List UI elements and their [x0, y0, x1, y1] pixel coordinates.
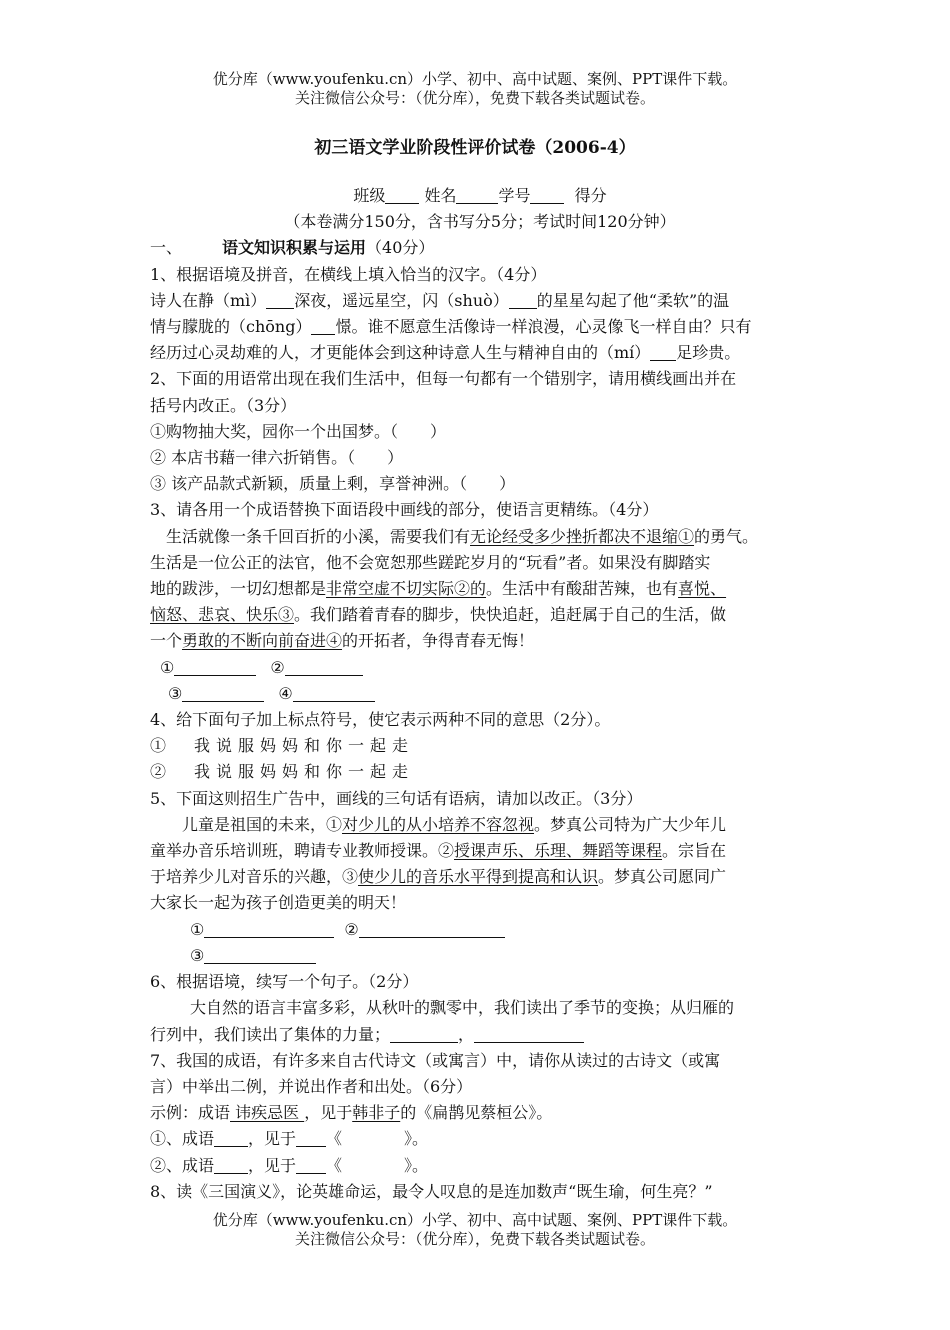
- q3-passage-5: [150, 628, 810, 654]
- q5-prompt: 5、下面这则招生广告中，画线的三句话有语病，请加以改正。（3分）: [150, 788, 643, 808]
- header-line-1: 优分库（www.youfenku.cn）小学、初中、高中试题、案例、PPT课件下载。: [212, 70, 738, 88]
- q7-text: 《: [326, 1155, 343, 1175]
- q5-text: 于培养少儿对音乐的兴趣，③: [150, 867, 359, 887]
- q5-underlined-1: 对少儿的从小培养不容忽视: [342, 814, 535, 834]
- q1-line-1: [150, 288, 810, 314]
- q6-text: ，: [458, 1024, 475, 1044]
- q7-text: ①、成语: [150, 1129, 215, 1149]
- exam-body: [150, 183, 810, 1205]
- q2-prompt-1: 2、下面的用语常出现在我们生活中，但每一句都有一个错别字，请用横线画出并在: [150, 369, 737, 389]
- q5-passage-1: [150, 812, 810, 838]
- q1-line-3: [150, 340, 810, 366]
- class-label: 班级: [353, 186, 386, 205]
- q2-item-3: ③ 该产品款式新颖，质量上剩，享誉神洲。（ ）: [150, 474, 516, 494]
- q5-text: 。宗旨在: [662, 841, 727, 861]
- q3-answer-blank-4[interactable]: [293, 684, 375, 702]
- q5-answer-blank-1[interactable]: [204, 920, 334, 938]
- header-line-2: 关注微信公众号：（优分库），免费下载各类试题试卷。: [294, 89, 655, 107]
- section-1-title: 语文知识积累与运用: [222, 238, 367, 258]
- q7-answer-2: [150, 1153, 810, 1179]
- q7-text: 的《扁鹊见蔡桓公》。: [400, 1103, 553, 1123]
- q3-underlined-3b: 恼怒、悲哀、快乐③: [150, 605, 295, 625]
- q3-text: 一个: [150, 631, 183, 651]
- q3-prompt: 3、请各用一个成语替换下面语段中画线的部分，使语言更精练。（4分）: [150, 500, 659, 520]
- q1-blank-2[interactable]: [509, 291, 537, 309]
- q1-line-2: [150, 314, 810, 340]
- q7-example-idiom: 讳疾忌医: [230, 1103, 305, 1123]
- q3-text: 。我们踏着青春的脚步，快快追赶，追赶属于自己的生活，做: [294, 605, 727, 625]
- q5-text: 。梦真公司特为广大少年儿: [534, 814, 727, 834]
- q3-answer-blank-3[interactable]: [182, 684, 264, 702]
- q7-text: 》。: [404, 1129, 429, 1149]
- q1-prompt: 1、根据语境及拼音，在横线上填入恰当的汉字。（4分）: [150, 264, 547, 284]
- q7-example-author: 韩非子: [352, 1103, 401, 1123]
- number-label: 学号: [498, 186, 531, 205]
- q5-underlined-3: 使少儿的音乐水平得到提高和认识: [358, 867, 599, 887]
- q5-text: 儿童是祖国的未来，①: [182, 814, 343, 834]
- q3-passage-3: [150, 576, 810, 602]
- exam-note: （本卷满分150分，含书写分5分；考试时间120分钟）: [284, 212, 676, 232]
- q3-underlined-2: 非常空虚不切实际②的: [326, 579, 487, 599]
- number-blank[interactable]: [530, 186, 564, 204]
- q1-text: 足珍贵。: [676, 343, 741, 363]
- section-1-points: （40分）: [366, 238, 435, 258]
- q5-passage-3: [150, 864, 810, 890]
- q3-answer-mark: ①: [160, 657, 175, 677]
- q4-sentence-2: ② 我说服妈妈和你一起走: [150, 762, 415, 782]
- q5-answer-blank-2[interactable]: [359, 920, 505, 938]
- name-label: 姓名: [424, 186, 457, 205]
- q7-text: ，见于: [248, 1155, 297, 1175]
- footer-line-1: 优分库（www.youfenku.cn）小学、初中、高中试题、案例、PPT课件下载。: [212, 1211, 738, 1229]
- q6-passage-2: [150, 1022, 810, 1048]
- q7-text: 》。: [404, 1155, 429, 1175]
- q3-answers-row-1: [150, 655, 810, 681]
- footer-line-2: 关注微信公众号：（优分库），免费下载各类试题试卷。: [294, 1230, 655, 1248]
- q3-answer-mark: ④: [278, 683, 293, 703]
- class-blank[interactable]: [385, 186, 419, 204]
- q7-example: [150, 1100, 810, 1126]
- q3-passage-1: [150, 524, 810, 550]
- q3-underlined-1: 无论经受多少挫折都决不退缩①: [470, 526, 695, 546]
- q5-answer-mark: ①: [190, 919, 205, 939]
- q5-text: 。梦真公司愿同广: [598, 867, 727, 887]
- q3-underlined-3a: 喜悦、: [678, 579, 727, 599]
- q2-item-1: ①购物抽大奖，园你一个出国梦。（ ）: [150, 421, 447, 441]
- q2-item-2: ② 本店书藉一律六折销售。（ ）: [150, 448, 404, 468]
- q7-prompt-2: 言）中举出二例，并说出作者和出处。（6分）: [150, 1076, 473, 1096]
- q8-prompt: 8、读《三国演义》，论英雄命运，最令人叹息的是连加数声“既生瑜，何生亮？”: [150, 1181, 713, 1201]
- exam-title: 初三语文学业阶段性评价试卷（2006-4）: [314, 138, 636, 158]
- q7-text: 示例：成语: [150, 1103, 231, 1123]
- q5-passage-4: 大家长一起为孩子创造更美的明天！: [150, 893, 407, 913]
- q7-text: ，见于: [248, 1129, 297, 1149]
- q5-text: 童举办音乐培训班，聘请专业教师授课。②: [150, 841, 455, 861]
- q6-prompt: 6、根据语境，续写一个句子。（2分）: [150, 972, 419, 992]
- page-footer: [0, 1211, 950, 1249]
- q3-text: 的开拓者，争得青春无悔！: [342, 631, 535, 651]
- q6-text: 行列中，我们读出了集体的力量；: [150, 1024, 391, 1044]
- q3-text: 生活就像一条千回百折的小溪，需要我们有: [166, 526, 471, 546]
- score-label: 得分: [574, 186, 607, 205]
- q3-passage-2: 生活是一位公正的法官，他不会宽恕那些蹉跎岁月的“玩看”者。如果没有脚踏实: [150, 552, 711, 572]
- q5-answer-blank-3[interactable]: [204, 946, 316, 964]
- q3-text: 地的跋涉，一切幻想都是: [150, 579, 327, 599]
- q7-idiom-blank-1[interactable]: [214, 1129, 248, 1147]
- q7-answer-1: [150, 1126, 810, 1152]
- q4-sentence-1: ① 我说服妈妈和你一起走: [150, 736, 415, 756]
- section-1-heading: [150, 235, 810, 261]
- q5-answer-mark: ②: [344, 919, 359, 939]
- q5-underlined-2: 授课声乐、乐理、舞蹈等课程: [454, 841, 663, 861]
- q6-passage-1: 大自然的语言丰富多彩，从秋叶的飘零中，我们读出了季节的变换；从归雁的: [190, 998, 735, 1018]
- q7-idiom-blank-2[interactable]: [214, 1156, 248, 1174]
- q1-text: 诗人在静（mì）: [150, 290, 267, 310]
- page-header: [0, 70, 950, 108]
- q1-text: 的星星勾起了他“柔软”的温: [536, 290, 730, 310]
- q2-prompt-2: 括号内改正。（3分）: [150, 395, 297, 415]
- q1-text: 经历过心灵劫难的人，才更能体会到这种诗意人生与精神自由的（mí）: [150, 343, 651, 363]
- q5-passage-2: [150, 838, 810, 864]
- q3-answers-row-2: [150, 681, 810, 707]
- q7-text: ，见于: [304, 1103, 353, 1123]
- q3-answer-blank-2[interactable]: [285, 658, 363, 676]
- q5-answers-row-1: [150, 917, 810, 943]
- q3-answer-mark: ③: [168, 683, 183, 703]
- q7-text: ②、成语: [150, 1155, 215, 1175]
- q1-text: 深夜，遥远星空，闪（shuò）: [294, 290, 509, 310]
- q1-text: 憬。谁不愿意生活像诗一样浪漫，心灵像飞一样自由？只有: [335, 317, 752, 337]
- q6-answer-blank-2[interactable]: [474, 1025, 584, 1043]
- q3-underlined-4: 勇敢的不断向前奋进④: [182, 631, 343, 651]
- q7-text: 《: [326, 1129, 343, 1149]
- q7-author-blank-2[interactable]: [296, 1156, 326, 1174]
- q1-text: 情与朦胧的（chōng）: [150, 317, 312, 337]
- q3-passage-4: [150, 602, 810, 628]
- q3-text: 的勇气。: [694, 526, 759, 546]
- q5-answers-row-2: [150, 943, 810, 969]
- q6-answer-blank-1[interactable]: [390, 1025, 458, 1043]
- q4-prompt: 4、给下面句子加上标点符号，使它表示两种不同的意思（2分）。: [150, 710, 611, 730]
- q7-prompt-1: 7、我国的成语，有许多来自古代诗文（或寓言）中，请你从读过的古诗文（或寓: [150, 1050, 721, 1070]
- q1-blank-3[interactable]: [311, 317, 335, 335]
- q3-text: 。生活中有酸甜苦辣，也有: [486, 579, 679, 599]
- name-blank[interactable]: [456, 186, 498, 204]
- q3-answer-mark: ②: [270, 657, 285, 677]
- q1-blank-4[interactable]: [650, 343, 676, 361]
- q3-answer-blank-1[interactable]: [174, 658, 256, 676]
- q1-blank-1[interactable]: [266, 291, 294, 309]
- q5-answer-mark: ③: [190, 945, 205, 965]
- student-info-line: [150, 183, 810, 209]
- section-1-number: 一、: [150, 238, 183, 258]
- q7-author-blank-1[interactable]: [296, 1129, 326, 1147]
